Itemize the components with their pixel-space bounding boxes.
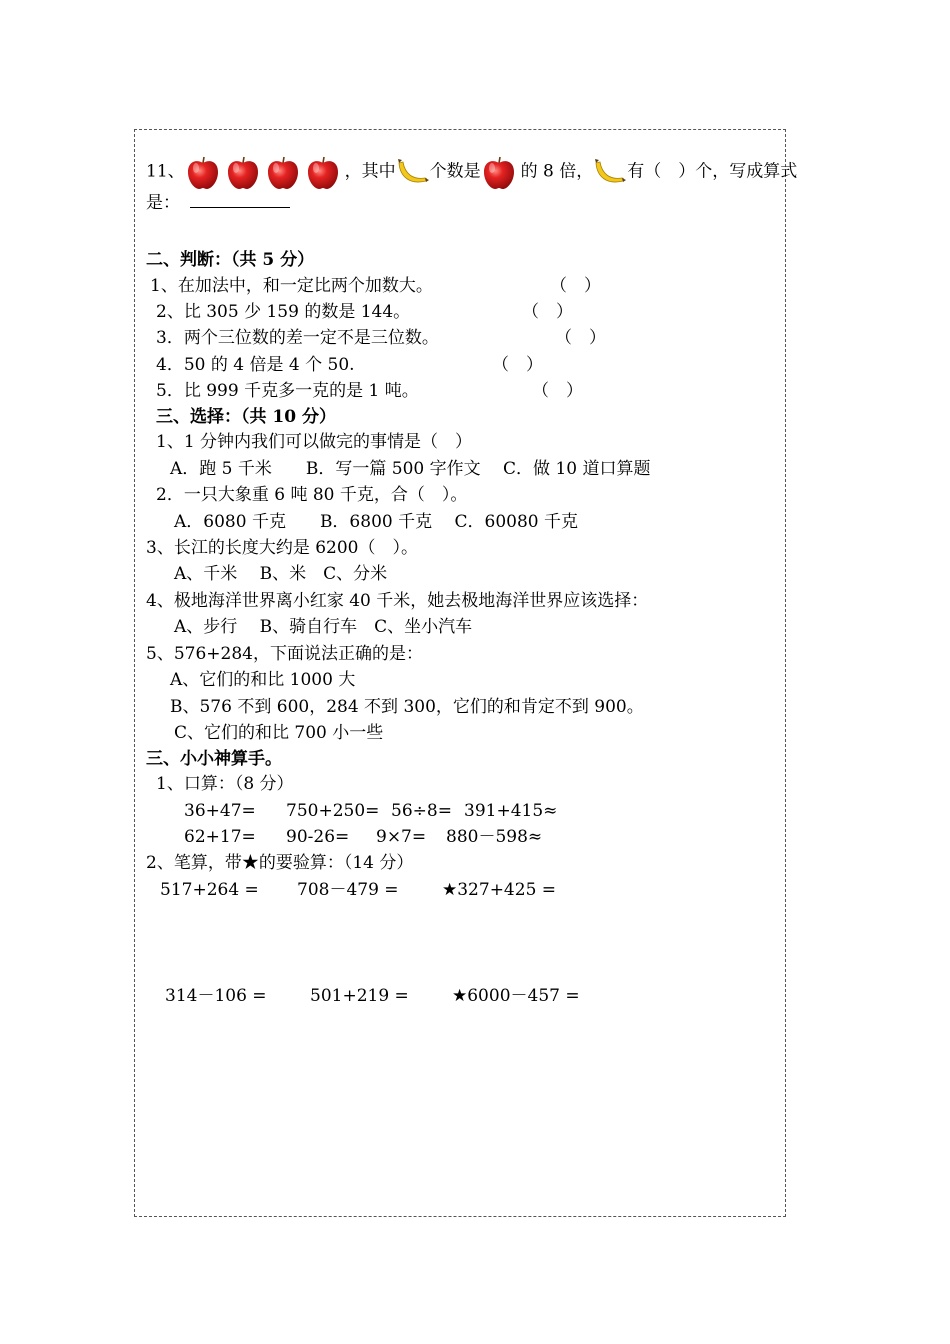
choice-q3-options: A、千米 B、米 C、分米 (174, 564, 388, 584)
section-heading-calc: 三、小小神算手。 (146, 749, 282, 769)
judge-paren-5[interactable]: （ ） (532, 381, 583, 401)
choice-q1: 1、1 分钟内我们可以做完的事情是（ ） (156, 432, 473, 452)
choice-q5: 5、576+284，下面说法正确的是： (146, 644, 423, 664)
oral-problem: 56÷8= (391, 801, 452, 821)
banana-icon (593, 157, 627, 187)
q11-text-2: 个数是 (429, 161, 481, 182)
written-problem: ★6000－457 = (452, 986, 580, 1006)
written-problem: 314－106 = (165, 986, 267, 1006)
q11-number: 11、 (146, 161, 185, 182)
choice-q4: 4、极地海洋世界离小红家 40 千米，她去极地海洋世界应该选择： (146, 591, 649, 611)
written-problem: 708－479 = (297, 880, 399, 900)
judge-item-4: 4．50 的 4 倍是 4 个 50. (156, 355, 355, 375)
q11-text-1: ，其中 (344, 161, 396, 182)
choice-q5-option-b: B、576 不到 600，284 不到 300，它们的和肯定不到 900。 (170, 697, 644, 717)
judge-item-1: 1、在加法中，和一定比两个加数大。 (150, 276, 433, 296)
written-problem: 517+264 = (160, 880, 259, 900)
banana-icon (396, 157, 430, 187)
q11-line2 (146, 192, 290, 214)
written-problem: ★327+425 = (442, 880, 557, 900)
oral-problem: 62+17= (184, 827, 256, 847)
oral-problem: 391+415≈ (464, 801, 558, 821)
choice-q5-option-c: C、它们的和比 700 小一些 (174, 723, 384, 743)
written-calc-title: 2、笔算，带★的要验算：（14 分） (146, 853, 414, 873)
choice-q2-options: A．6080 千克 B．6800 千克 C．60080 千克 (174, 512, 578, 532)
oral-problem: 9×7= (376, 827, 427, 847)
judge-paren-2[interactable]: （ ） (522, 302, 573, 322)
judge-item-5: 5．比 999 千克多一克的是 1 吨。 (156, 381, 419, 401)
section-heading-judge: 二、判断：（共 5 分） (146, 250, 315, 270)
q11-formula-label: 是： (146, 193, 180, 213)
apple-icon (265, 154, 301, 190)
judge-paren-1[interactable]: （ ） (550, 276, 601, 296)
oral-problem: 36+47= (184, 801, 256, 821)
section-heading-choice: 三、选择：（共 10 分） (156, 407, 336, 427)
choice-q1-options: A．跑 5 千米 B．写一篇 500 字作文 C．做 10 道口算题 (170, 459, 651, 479)
apple-icon (481, 154, 517, 190)
apple-icon (185, 154, 221, 190)
written-problem: 501+219 = (310, 986, 409, 1006)
choice-q3: 3、长江的长度大约是 6200（ ）。 (146, 538, 418, 558)
answer-blank[interactable] (190, 193, 290, 208)
oral-problem: 750+250= (286, 801, 380, 821)
oral-calc-title: 1、口算：（8 分） (156, 774, 294, 794)
apple-icon (225, 154, 261, 190)
oral-problem: 880－598≈ (446, 827, 543, 847)
choice-q2: 2．一只大象重 6 吨 80 千克，合（ ）。 (156, 485, 468, 505)
q11-text-4: 有（ ）个，写成算式 (627, 161, 798, 182)
q11-line1 (146, 154, 797, 190)
judge-paren-4[interactable]: （ ） (492, 355, 543, 375)
judge-item-3: 3．两个三位数的差一定不是三位数。 (156, 328, 439, 348)
q11-text-3: 的 8 倍， (520, 161, 594, 182)
choice-q4-options: A、步行 B、骑自行车 C、坐小汽车 (174, 617, 473, 637)
apple-icon (305, 154, 341, 190)
choice-q5-option-a: A、它们的和比 1000 大 (170, 670, 356, 690)
oral-problem: 90-26= (286, 827, 350, 847)
judge-paren-3[interactable]: （ ） (555, 328, 606, 348)
judge-item-2: 2、比 305 少 159 的数是 144。 (156, 302, 411, 322)
